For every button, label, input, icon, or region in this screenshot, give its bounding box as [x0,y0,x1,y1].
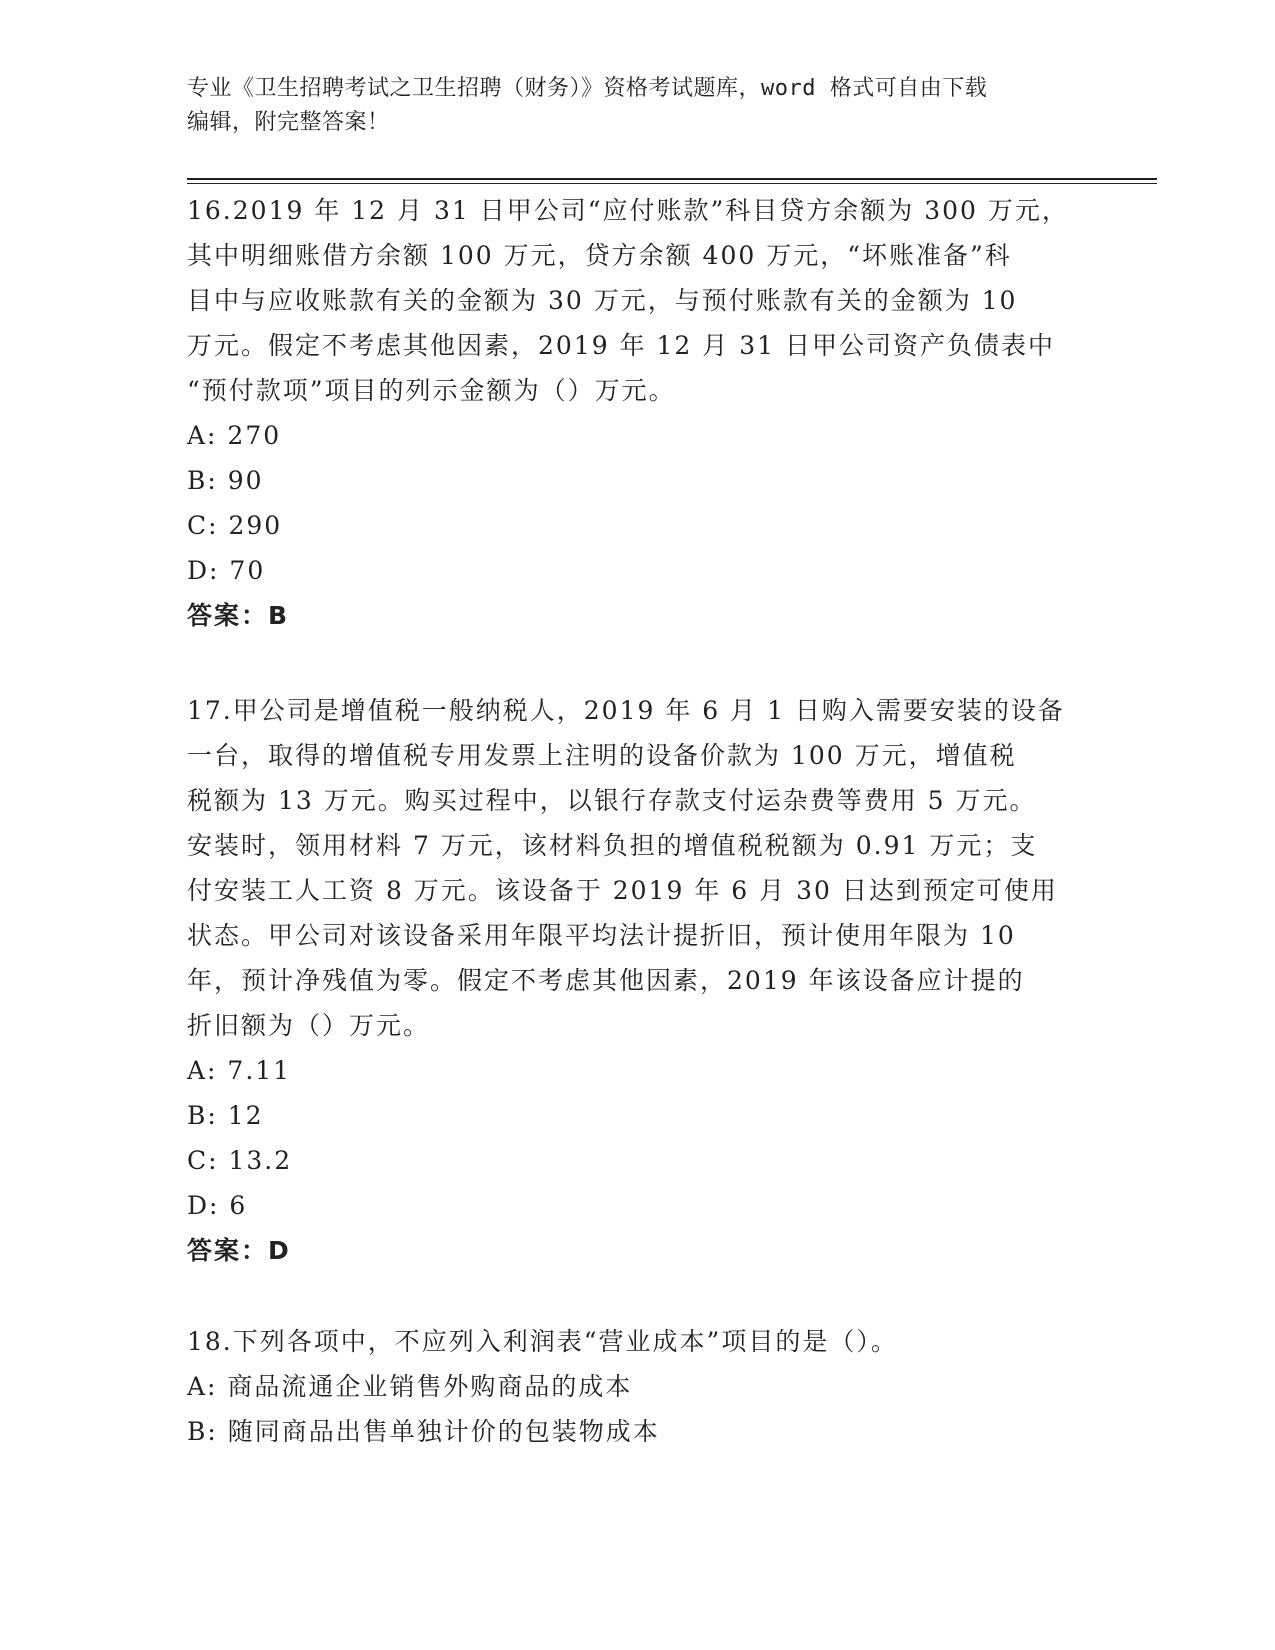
header-divider [187,178,1157,180]
option-a: A: 商品流通企业销售外购商品的成本 [187,1372,633,1401]
question-18 [187,1319,1087,1454]
question-stem-line: 年，预计净残值为零。假定不考虑其他因素，2019 年该设备应计提的 [187,966,1025,995]
option-b: B: 90 [187,466,264,495]
question-17 [187,688,1087,1274]
header-line: 编辑，附完整答案！ [187,110,390,135]
option-d: D: 6 [187,1191,248,1220]
question-stem-line: 税额为 13 万元。购买过程中，以银行存款支付运杂费等费用 5 万元。 [187,786,1037,815]
document-header [187,72,1067,140]
answer-label: 答案：B [187,601,290,630]
question-stem-line: 目中与应收账款有关的金额为 30 万元，与预付账款有关的金额为 10 [187,286,1018,315]
question-16 [187,188,1087,639]
question-stem-line: 付安装工人工资 8 万元。该设备于 2019 年 6 月 30 日达到预定可使用 [187,876,1058,905]
option-a: A: 270 [187,421,282,450]
option-b: B: 12 [187,1101,264,1130]
question-stem-line: 万元。假定不考虑其他因素，2019 年 12 月 31 日甲公司资产负债表中 [187,331,1055,360]
question-stem-line: 其中明细账借方余额 100 万元，贷方余额 400 万元，“坏账准备”科 [187,241,1012,270]
option-d: D: 70 [187,556,266,585]
question-stem-line: 17.甲公司是增值税一般纳税人，2019 年 6 月 1 日购入需要安装的设备 [187,696,1065,725]
question-stem-line: “预付款项”项目的列示金额为（）万元。 [187,376,676,405]
question-stem-line: 一台，取得的增值税专用发票上注明的设备价款为 100 万元，增值税 [187,741,1017,770]
header-line: 专业《卫生招聘考试之卫生招聘（财务）》资格考试题库，word 格式可自由下载 [187,76,988,101]
question-stem-line: 状态。甲公司对该设备采用年限平均法计提折旧，预计使用年限为 10 [187,921,1016,950]
header-divider-thin [187,183,1157,184]
question-stem-line: 安装时，领用材料 7 万元，该材料负担的增值税税额为 0.91 万元；支 [187,831,1038,860]
question-stem-line: 18.下列各项中，不应列入利润表“营业成本”项目的是（）。 [187,1327,898,1356]
question-stem-line: 16.2019 年 12 月 31 日甲公司“应付账款”科目贷方余额为 300 万元， [187,196,1069,225]
question-stem-line: 折旧额为（）万元。 [187,1011,431,1040]
option-a: A: 7.11 [187,1056,292,1085]
option-b: B: 随同商品出售单独计价的包装物成本 [187,1417,660,1446]
answer-label: 答案：D [187,1236,291,1265]
option-c: C: 13.2 [187,1146,293,1175]
option-c: C: 290 [187,511,283,540]
